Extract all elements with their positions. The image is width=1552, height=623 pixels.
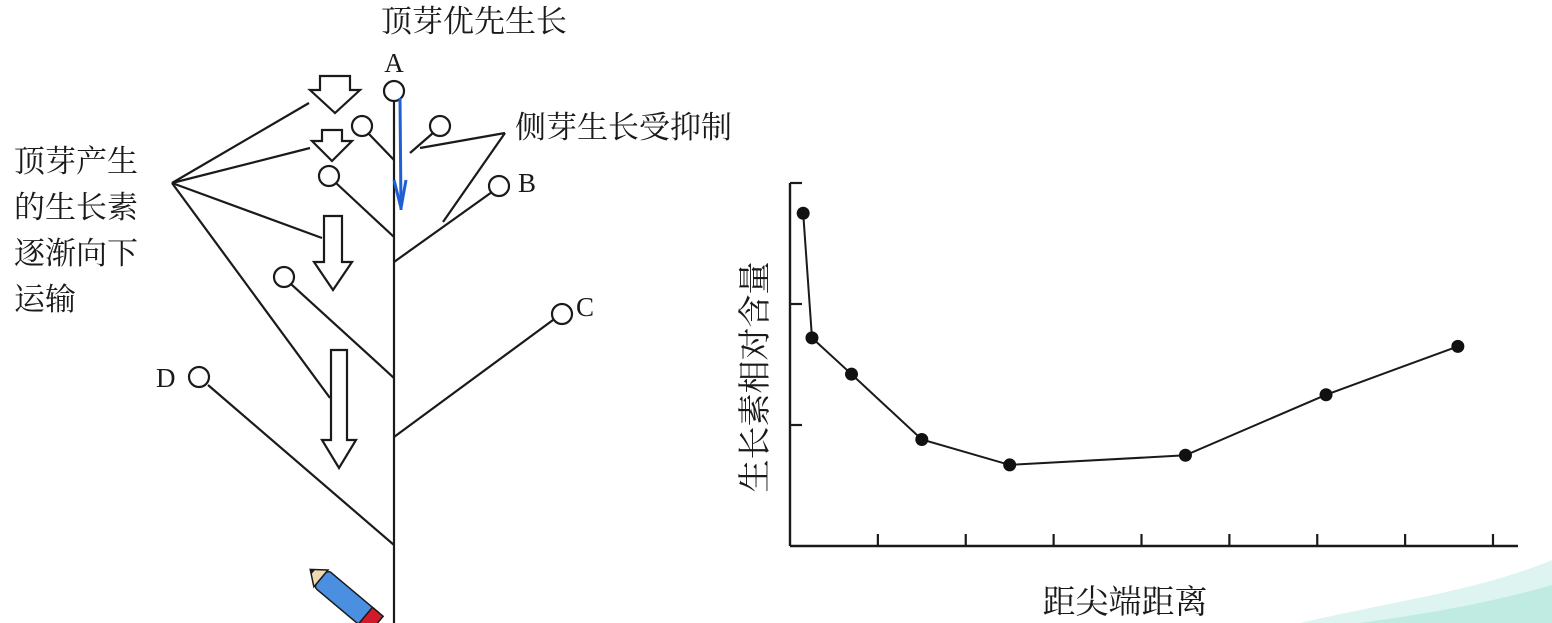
side-bud-label: 侧芽生长受抑制 (515, 110, 732, 146)
branch-b (394, 192, 492, 262)
callout-line-4 (172, 183, 330, 398)
callout-line-3 (172, 183, 322, 238)
down-arrow-icon (322, 350, 356, 468)
down-arrow-icon (314, 216, 352, 290)
callout-line-2 (172, 148, 310, 183)
data-point (1179, 449, 1192, 462)
bud-label-d: D (156, 363, 176, 393)
bud-left-small (319, 166, 339, 186)
auxin-arrows (310, 76, 360, 468)
diagram-title: 顶芽优先生长 (381, 4, 567, 40)
data-point (797, 207, 810, 220)
bud-b (489, 176, 509, 196)
data-point (915, 433, 928, 446)
series-line (803, 213, 1458, 465)
bud-d (189, 367, 209, 387)
data-point (805, 331, 818, 344)
chart-ticks (790, 183, 1493, 546)
down-arrow-icon (312, 130, 352, 161)
bud-upper-left (352, 116, 372, 136)
branch-upper-right (410, 133, 433, 153)
down-arrow-icon (310, 76, 360, 113)
data-point (845, 368, 858, 381)
branch-d (208, 385, 394, 545)
callout-line-1 (172, 103, 309, 183)
apex-growth-arrow-icon (394, 98, 406, 210)
data-point (1451, 340, 1464, 353)
branch-upper-left (368, 133, 394, 160)
pencil-icon (303, 561, 383, 623)
auxin-note-line: 顶芽产生 (14, 144, 138, 180)
auxin-note-line: 的生长素 (14, 190, 138, 226)
data-point (1003, 458, 1016, 471)
data-point (1320, 388, 1333, 401)
bud-label-b: B (518, 168, 537, 198)
chart-y-label: 生长素相对含量 (735, 261, 774, 493)
bud-c (552, 304, 572, 324)
auxin-chart (735, 183, 1518, 621)
auxin-note-line: 运输 (14, 282, 76, 318)
auxin-note-line: 逐渐向下 (14, 236, 138, 272)
bud-left-mid (274, 267, 294, 287)
bud-label-c: C (576, 292, 595, 322)
callout-side-1 (420, 133, 505, 148)
chart-series (797, 207, 1465, 472)
bud-label-a: A (384, 48, 404, 78)
bud-upper-right (430, 116, 450, 136)
branch-left-small (336, 183, 394, 237)
auxin-note (14, 144, 138, 318)
branch-c (394, 320, 553, 437)
chart-x-label: 距尖端距离 (1042, 582, 1208, 621)
